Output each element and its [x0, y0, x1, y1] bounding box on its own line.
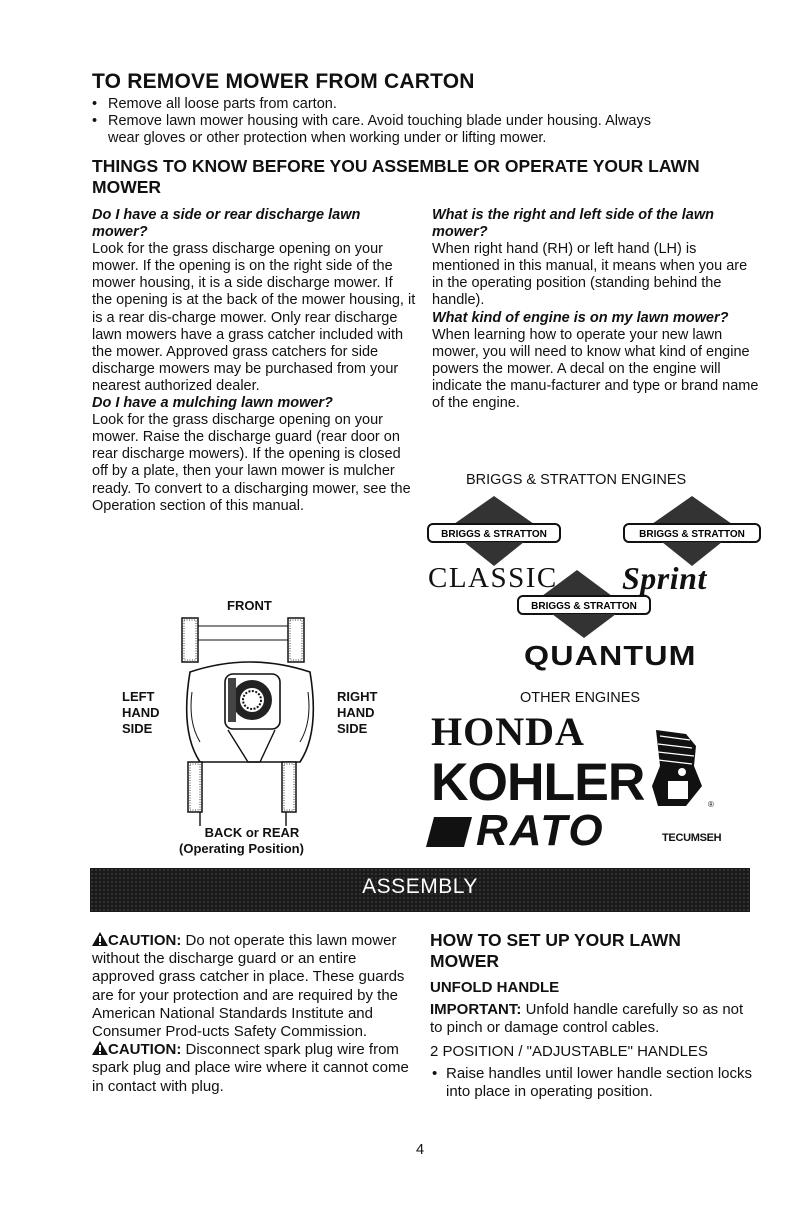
rato-mark-icon	[426, 817, 472, 847]
position-handles-heading: 2 POSITION / "ADJUSTABLE" HANDLES	[430, 1042, 708, 1060]
diagram-left-label: LEFT HAND SIDE	[122, 689, 160, 736]
question-mulching: Do I have a mulching lawn mower?	[92, 395, 333, 412]
briggs-logo-text-2: BRIGGS & STRATTON	[639, 529, 745, 540]
quantum-logo: QUANTUM	[524, 640, 697, 671]
warning-triangle-icon	[92, 932, 108, 946]
answer-engine-kind: When learning how to operate your new lawn mower, you will need to know what kind of engine powers the mower. A decal on the engine will indicate the manu-facturer and type or brand name of the engine.	[432, 326, 759, 412]
unfold-handle-heading: UNFOLD HANDLE	[430, 979, 560, 996]
assembly-banner-title: ASSEMBLY	[362, 875, 478, 898]
assembly-left-column	[92, 932, 416, 1096]
left-column	[92, 207, 416, 515]
assembly-banner	[90, 868, 750, 912]
question-right-left-side: What is the right and left side of the lawn mower?	[432, 207, 714, 241]
briggs-logo-text-3: BRIGGS & STRATTON	[531, 601, 637, 612]
kohler-logo: KOHLER	[431, 753, 645, 812]
diagram-right-label: RIGHT HAND SIDE	[337, 689, 378, 736]
answer-mulching: Look for the grass discharge opening on your mower. Raise the discharge guard (rear door on rear discharge mowers). If the opening is closed off by a plate, then your lawn mower is mulcher ready. To convert to a discharging mower, see the Operation section of this manual.	[92, 412, 411, 514]
answer-right-left-side: When right hand (RH) or left hand (LH) is mentioned in this manual, it means when you are in the operating position (standing behind the handle).	[432, 241, 748, 309]
bullet-remove-loose-parts: • Remove all loose parts from carton.	[92, 96, 337, 112]
rato-logo: RATO	[430, 806, 605, 856]
tecumseh-logo-text: TECUMSEH	[662, 832, 722, 844]
diagram-front-label: FRONT	[227, 598, 272, 613]
caution-spark-plug: CAUTION: Disconnect spark plug wire from spark plug and place wire where it cannot come in contact with plug.	[92, 1041, 409, 1095]
question-engine-kind: What kind of engine is on my lawn mower?	[432, 309, 729, 326]
briggs-engines-heading: BRIGGS & STRATTON ENGINES	[466, 472, 687, 488]
assembly-right-column	[430, 930, 758, 1101]
briggs-logo-text-1: BRIGGS & STRATTON	[441, 529, 547, 540]
briggs-stratton-logo-icon	[512, 566, 662, 646]
right-column	[432, 207, 762, 412]
important-note: IMPORTANT: Unfold handle carefully so as not to pinch or damage control cables.	[430, 1001, 744, 1037]
position-handles-bullet: • Raise handles until lower handle section locks into place in operating position.	[432, 1064, 753, 1101]
caution-discharge-guard: CAUTION: Do not operate this lawn mower without the discharge guard or an entire approved grass catcher in place. These guards are for your protection and are required by the American National Standards Institute and Consumer Prod-ucts Safety Commission.	[92, 932, 405, 1041]
other-engines-heading: OTHER ENGINES	[520, 690, 641, 706]
warning-triangle-icon	[92, 1041, 108, 1055]
classic-logo: CLASSIC	[428, 562, 558, 594]
page-number: 4	[416, 1142, 425, 1158]
sprint-logo: Sprint	[622, 560, 707, 596]
things-to-know-heading: THINGS TO KNOW BEFORE YOU ASSEMBLE OR OPERATE YOUR LAWN MOWER	[92, 156, 700, 197]
answer-discharge-type: Look for the grass discharge opening on your mower. If the opening is on the right side of the mower housing, it is a side discharge mower. If the opening is at the back of the mower housing, it is a rear dis-charge mower. Only rear discharge lawn mowers have a grass catcher included with the mower. Approved grass catchers for side discharge mowers may be purchased from your nearest authorized dealer.	[92, 241, 416, 394]
setup-mower-heading: HOW TO SET UP YOUR LAWN MOWER	[430, 930, 681, 971]
honda-logo: HONDA	[431, 709, 585, 754]
tecumseh-registered-mark: ®	[708, 800, 714, 809]
bullet-remove-housing: • Remove lawn mower housing with care. Avoid touching blade under housing. Always wear gloves or other protection when working under or lifting mower.	[92, 113, 651, 146]
remove-from-carton-heading: TO REMOVE MOWER FROM CARTON	[92, 70, 475, 93]
mower-top-view-diagram	[170, 612, 330, 830]
diagram-back-label: BACK or REAR (Operating Position)	[179, 825, 304, 856]
question-discharge-type: Do I have a side or rear discharge lawn mower?	[92, 207, 361, 241]
tecumseh-chief-icon	[646, 726, 706, 812]
